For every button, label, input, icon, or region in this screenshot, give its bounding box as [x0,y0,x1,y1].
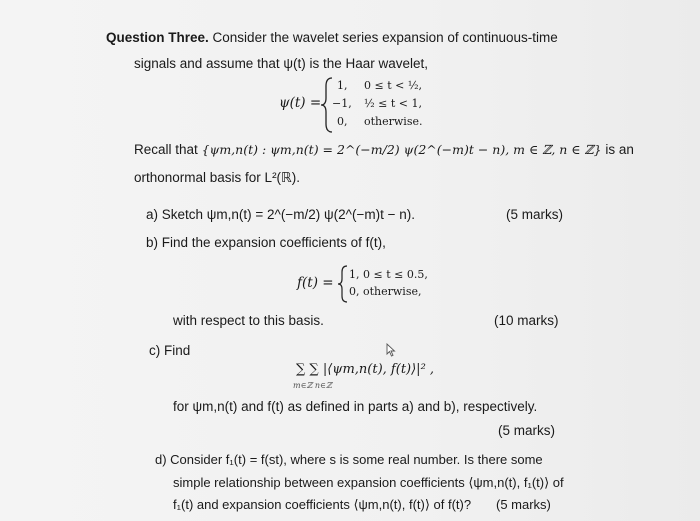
part-a-text: a) Sketch ψm,n(t) = 2^(−m/2) ψ(2^(−m)t − n). [146,207,415,222]
recall-line1 [134,142,634,158]
part-d-line2: simple relationship between expansion coefficients ⟨ψm,n(t), f₁(t)⟩ of [173,475,564,490]
haar-row1-value: 1, [337,79,348,92]
part-c-sum-expression: ∑ ∑ |⟨ψm,n(t), f(t)⟩|² , [296,362,435,377]
part-a-marks: (5 marks) [506,207,563,222]
f-lhs: f(t) = [297,275,334,291]
part-b-with-text: with respect to this basis. [173,313,324,328]
haar-row1-condition: 0 ≤ t < ½, [364,79,422,92]
part-d-marks: (5 marks) [496,497,551,512]
part-d-line3: f₁(t) and expansion coefficients ⟨ψm,n(t), f(t)⟩ of f(t)? [173,497,472,512]
question-intro-line1 [106,30,558,46]
question-heading: Question Three. [106,30,209,45]
haar-row2-value: −1, [332,97,352,110]
recall-prefix: Recall that [134,142,198,157]
question-intro-line2: signals and assume that ψ(t) is the Haar wavelet, [134,56,429,71]
f-row1: 1, 0 ≤ t ≤ 0.5, [349,268,428,281]
f-brace [337,264,349,304]
part-c-marks: (5 marks) [498,423,555,438]
recall-suffix: is an [605,142,634,157]
question-intro-1: Consider the wavelet series expansion of continuous-time [212,30,558,45]
recall-basis-set: {ψm,n(t) : ψm,n(t) = 2^(−m/2) ψ(2^(−m)t − n), m ∈ ℤ, n ∈ ℤ} [201,142,602,157]
part-b-marks: (10 marks) [494,313,559,328]
haar-row3-value: 0, [337,115,348,128]
part-d-line1: d) Consider f₁(t) = f(st), where s is some real number. Is there some [155,452,543,467]
haar-lhs: ψ(t) = [279,95,322,111]
part-c-sum-subscript: m∈ℤ n∈ℤ [293,381,332,390]
part-c-for-text: for ψm,n(t) and f(t) as defined in parts a) and b), respectively. [173,399,538,414]
mouse-cursor-icon [386,343,396,357]
haar-row2-condition: ½ ≤ t < 1, [364,97,422,110]
part-b-text: b) Find the expansion coefficients of f(t), [146,235,386,250]
f-row2: 0, otherwise, [349,285,422,298]
haar-row3-condition: otherwise. [364,115,423,128]
part-c-label: c) Find [149,343,191,358]
recall-line2: orthonormal basis for L²(ℝ). [134,170,300,185]
